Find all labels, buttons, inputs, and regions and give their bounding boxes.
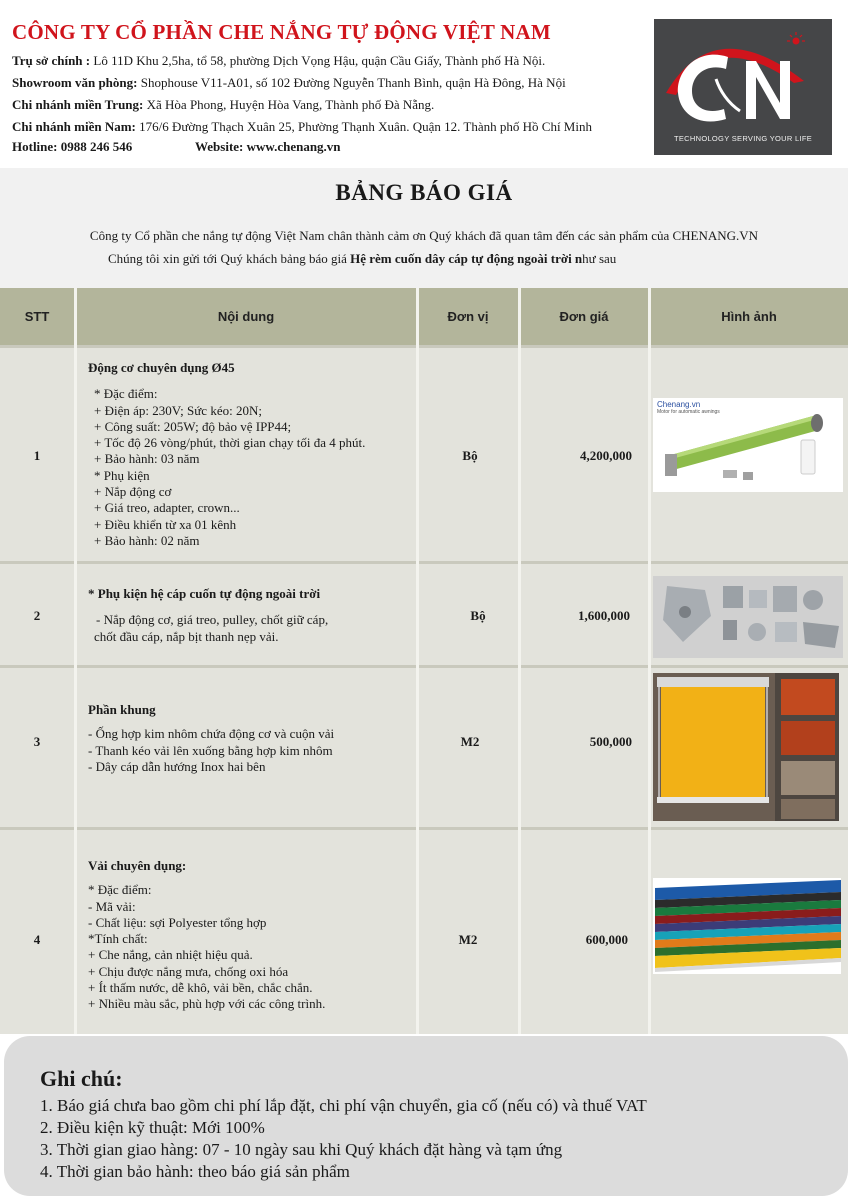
adapter bbox=[743, 472, 753, 480]
product-title: Vải chuyên dụng: bbox=[88, 858, 187, 873]
row-description bbox=[88, 360, 365, 549]
notes-box bbox=[4, 1036, 848, 1196]
clip-part bbox=[773, 586, 797, 612]
fabric-image bbox=[653, 878, 841, 974]
row-price: 4,200,000 bbox=[580, 448, 632, 463]
spec-line: + Bảo hành: 02 năm bbox=[94, 532, 200, 548]
product-specs bbox=[88, 612, 328, 645]
product-title: * Phụ kiện hệ cáp cuốn tự động ngoài trời bbox=[88, 586, 321, 601]
row-description bbox=[88, 702, 334, 775]
south-branch-label: Chi nhánh miền Nam: bbox=[12, 119, 136, 134]
spec-line: + Che nắng, cản nhiệt hiệu quả. bbox=[88, 947, 253, 963]
showroom-label: Showroom văn phòng: bbox=[12, 75, 138, 90]
row-unit: M2 bbox=[460, 734, 480, 749]
spec-line: *Tính chất: bbox=[88, 931, 148, 947]
product-specs bbox=[88, 882, 325, 1012]
column-divider bbox=[416, 288, 419, 1034]
showroom-address: Shophouse V11-A01, số 102 Đường Nguyễn Thanh Bình, quận Hà Đông, Hà Nội bbox=[137, 75, 566, 90]
table-row bbox=[0, 561, 848, 665]
row-number: 1 bbox=[33, 448, 41, 463]
table-row bbox=[0, 827, 848, 1034]
logo-letter-n bbox=[746, 61, 790, 119]
spec-line: * Đặc điểm: bbox=[88, 882, 152, 898]
spec-line: + Điện áp: 230V; Sức kéo: 20N; bbox=[94, 402, 262, 418]
logo-curtain-swoosh bbox=[716, 79, 740, 111]
central-branch-label: Chi nhánh miền Trung: bbox=[12, 97, 144, 112]
motor-crown bbox=[811, 414, 823, 432]
header-stt: STT bbox=[24, 309, 50, 324]
row-number: 4 bbox=[33, 932, 41, 947]
row-number: 3 bbox=[33, 734, 41, 749]
motor-head bbox=[665, 454, 677, 476]
column-divider bbox=[74, 288, 77, 1034]
spec-line: + Ít thấm nước, dễ khô, vải bền, chắc chắn. bbox=[88, 980, 313, 996]
spec-line: + Giá treo, adapter, crown... bbox=[94, 500, 240, 516]
row-unit: Bộ bbox=[462, 448, 478, 463]
fabric-stack-illustration bbox=[653, 878, 841, 974]
spec-line: + Công suất: 205W; độ bảo vệ IPP44; bbox=[94, 418, 292, 434]
accessories-illustration bbox=[653, 576, 843, 658]
detail-fabric-roll bbox=[781, 679, 835, 715]
spec-line: + Bảo hành: 03 năm bbox=[94, 451, 200, 467]
row-description bbox=[88, 586, 328, 645]
spec-line: + Nhiều màu sắc, phù hợp với các công trình. bbox=[88, 996, 326, 1012]
clip-part bbox=[749, 590, 767, 608]
spec-line: + Tốc độ 26 vòng/phút, thời gian chạy tối đa 4 phút. bbox=[94, 435, 366, 451]
motor-image bbox=[653, 398, 843, 492]
spec-line: - Dây cáp dẫn hướng Inox hai bên bbox=[88, 758, 266, 774]
yellow-fabric bbox=[661, 687, 765, 797]
table-row bbox=[0, 665, 848, 827]
row-description bbox=[88, 858, 325, 1013]
image-caption: Chenang.vn bbox=[657, 400, 701, 409]
showroom-line bbox=[12, 75, 566, 91]
company-name: CÔNG TY CỔ PHẦN CHE NẮNG TỰ ĐỘNG VIỆT NAM bbox=[12, 20, 551, 44]
logo-tagline: TECHNOLOGY SERVING YOUR LIFE bbox=[673, 134, 813, 143]
intro-line-2-suffix: hư sau bbox=[582, 251, 617, 266]
product-title: Phần khung bbox=[88, 702, 156, 717]
spec-line: chốt đầu cáp, nắp bịt thanh nẹp vải. bbox=[94, 628, 279, 644]
pulley-part bbox=[748, 623, 766, 641]
spec-line: * Phụ kiện bbox=[94, 467, 150, 483]
image-subcaption: Motor for automatic awnings bbox=[657, 409, 720, 415]
header-image: Hình ảnh bbox=[721, 309, 777, 324]
spec-line: - Nắp động cơ, giá treo, pulley, chốt giữ cáp, bbox=[96, 612, 329, 628]
detail-cable bbox=[781, 761, 835, 795]
frame-image bbox=[653, 673, 839, 821]
bottom-bar bbox=[657, 797, 769, 803]
row-unit: Bộ bbox=[470, 608, 486, 623]
logo-sun-icon bbox=[787, 32, 805, 45]
row-price: 600,000 bbox=[585, 932, 628, 947]
cover-part bbox=[803, 622, 839, 648]
product-system-name: Hệ rèm cuốn dây cáp tự động ngoài trời n bbox=[350, 251, 583, 266]
note-item: 3. Thời gian giao hàng: 07 - 10 ngày sau khi Quý khách đặt hàng và tạm ứng bbox=[40, 1140, 563, 1159]
website[interactable]: Website: www.chenang.vn bbox=[195, 139, 341, 154]
spec-line: - Mã vải: bbox=[88, 898, 136, 914]
intro-line-2-prefix: Chúng tôi xin gửi tới Quý khách bảng báo giá bbox=[108, 251, 351, 266]
notes-title: Ghi chú: bbox=[40, 1066, 123, 1091]
intro-line-1: Công ty Cổ phần che nắng tự động Việt Nam chân thành cảm ơn Quý khách đã quan tâm đến các sản phẩm của CHENANG.VN bbox=[89, 228, 759, 243]
remote-control bbox=[801, 440, 815, 474]
cassette bbox=[657, 677, 769, 687]
note-item: 1. Báo giá chưa bao gồm chi phí lắp đặt, chi phí vận chuyển, gia cố (nếu có) và thuế VAT bbox=[40, 1096, 647, 1115]
spec-line: - Ống hợp kim nhôm chứa động cơ và cuộn vải bbox=[88, 726, 335, 742]
page-title: BẢNG BÁO GIÁ bbox=[335, 180, 513, 205]
frame-illustration bbox=[653, 673, 839, 821]
motor-tube-highlight bbox=[667, 416, 814, 460]
head-office-address: Lô 11D Khu 2,5ha, tổ 58, phường Dịch Vọng Hậu, quận Cầu Giấy, Thành phố Hà Nội. bbox=[90, 53, 546, 68]
quotation-table bbox=[0, 288, 848, 1034]
head-office-line bbox=[12, 53, 545, 69]
central-branch-line bbox=[12, 97, 434, 113]
bracket bbox=[723, 470, 737, 478]
header-price: Đơn giá bbox=[559, 309, 609, 324]
column-divider bbox=[648, 288, 651, 1034]
spec-line: + Nắp động cơ bbox=[94, 484, 172, 500]
table-header bbox=[0, 288, 848, 345]
south-branch-address: 176/6 Đường Thạch Xuân 25, Phường Thạnh Xuân. Quận 12. Thành phố Hồ Chí Minh bbox=[135, 119, 592, 134]
product-title: Động cơ chuyên dụng Ø45 bbox=[88, 360, 235, 375]
row-number: 2 bbox=[33, 608, 41, 623]
accessories-image bbox=[653, 576, 843, 658]
south-branch-line bbox=[12, 119, 592, 135]
product-specs bbox=[88, 386, 365, 549]
header-content: Nội dung bbox=[217, 309, 275, 324]
row-unit: M2 bbox=[458, 932, 478, 947]
header-unit: Đơn vị bbox=[447, 309, 489, 324]
table-row bbox=[0, 345, 848, 561]
clip-part bbox=[723, 586, 743, 608]
company-logo bbox=[654, 19, 832, 155]
spec-line: + Điều khiển từ xa 01 kênh bbox=[94, 516, 237, 532]
detail-end-cap bbox=[781, 721, 835, 755]
product-specs bbox=[88, 726, 334, 775]
spec-line: - Thanh kéo vải lên xuống bằng hợp kim nhôm bbox=[88, 742, 333, 758]
intro-line-2 bbox=[108, 251, 616, 267]
spec-line: * Đặc điểm: bbox=[94, 386, 158, 402]
hotline: Hotline: 0988 246 546 bbox=[12, 139, 133, 154]
spec-line: - Chất liệu: sợi Polyester tổng hợp bbox=[88, 914, 267, 930]
company-header bbox=[0, 0, 848, 168]
row-price: 500,000 bbox=[589, 734, 632, 749]
central-branch-address: Xã Hòa Phong, Huyện Hòa Vang, Thành phố Đà Nẵng. bbox=[143, 97, 435, 112]
pulley-part bbox=[803, 590, 823, 610]
end-cap-part bbox=[775, 622, 797, 642]
cable-lock-part bbox=[723, 620, 737, 640]
head-office-label: Trụ sở chính : bbox=[12, 53, 91, 68]
note-item: 4. Thời gian bảo hành: theo báo giá sản phẩm bbox=[40, 1162, 350, 1181]
motor-illustration bbox=[653, 398, 843, 492]
spec-line: + Chịu được nắng mưa, chống oxi hóa bbox=[88, 963, 289, 979]
column-divider bbox=[518, 288, 521, 1034]
row-price: 1,600,000 bbox=[578, 608, 630, 623]
note-item: 2. Điều kiện kỹ thuật: Mới 100% bbox=[40, 1118, 265, 1137]
